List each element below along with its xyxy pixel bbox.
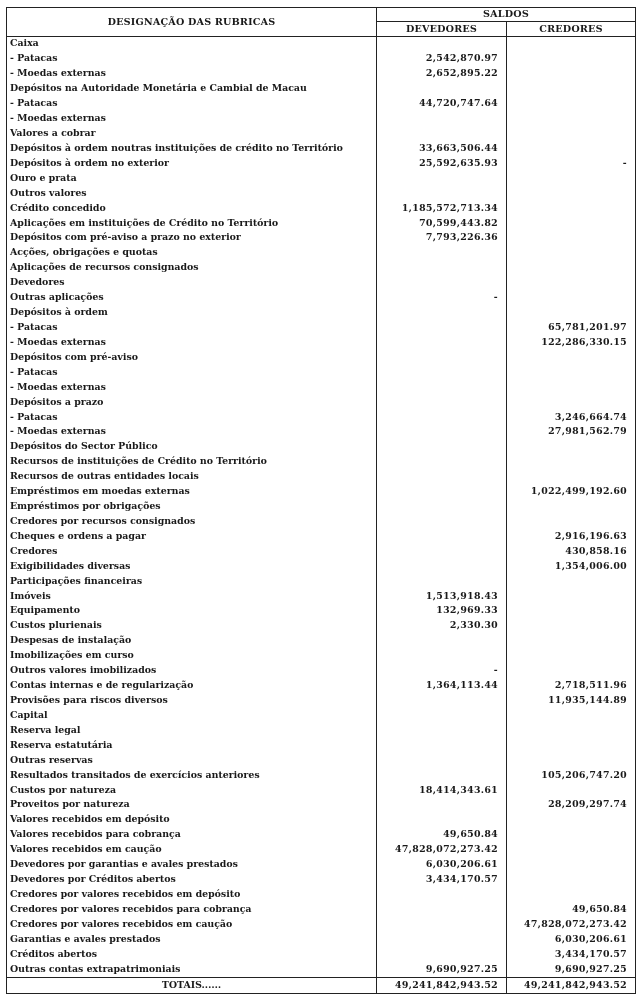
table-row: [7, 798, 636, 813]
row-devedores: 18,414,343.61: [377, 783, 507, 798]
row-devedores: [377, 261, 507, 276]
table-row: [7, 515, 636, 530]
row-label: Depósitos à ordem no exterior: [7, 156, 377, 171]
row-credores: [507, 440, 636, 455]
row-label: Outros valores: [7, 186, 377, 201]
row-credores: 9,690,927.25: [507, 962, 636, 977]
table-row: [7, 380, 636, 395]
row-label: Crédito concedido: [7, 201, 377, 216]
table-row: [7, 261, 636, 276]
totals-row: [7, 978, 636, 994]
table-row: [7, 350, 636, 365]
row-label: - Patacas: [7, 97, 377, 112]
row-devedores: [377, 634, 507, 649]
row-devedores: [377, 798, 507, 813]
row-credores: [507, 216, 636, 231]
row-label: - Moedas externas: [7, 67, 377, 82]
row-credores: [507, 619, 636, 634]
row-devedores: 132,969.33: [377, 604, 507, 619]
row-label: Outras contas extrapatrimoniais: [7, 962, 377, 977]
row-label: Depósitos à ordem: [7, 306, 377, 321]
row-devedores: [377, 544, 507, 559]
saldos-header: SALDOS: [377, 8, 636, 22]
row-label: Credores por valores recebidos em caução: [7, 917, 377, 932]
row-label: Outras reservas: [7, 753, 377, 768]
row-devedores: [377, 753, 507, 768]
totals-devedores: 49,241,842,943.52: [377, 978, 507, 994]
row-credores: 3,246,664.74: [507, 410, 636, 425]
credores-header: CREDORES: [507, 22, 636, 37]
row-credores: 47,828,072,273.42: [507, 917, 636, 932]
row-credores: [507, 500, 636, 515]
row-credores: [507, 604, 636, 619]
row-devedores: [377, 470, 507, 485]
row-credores: [507, 37, 636, 52]
row-devedores: [377, 425, 507, 440]
table-row: [7, 306, 636, 321]
table-row: [7, 291, 636, 306]
table-row: [7, 141, 636, 156]
row-credores: [507, 723, 636, 738]
row-label: Resultados transitados de exercícios anteriores: [7, 768, 377, 783]
devedores-header: DEVEDORES: [377, 22, 507, 37]
row-label: Outras aplicações: [7, 291, 377, 306]
row-label: Recursos de outras entidades locais: [7, 470, 377, 485]
row-credores: [507, 201, 636, 216]
table-row: [7, 410, 636, 425]
row-credores: [507, 291, 636, 306]
table-row: [7, 619, 636, 634]
row-devedores: -: [377, 664, 507, 679]
row-devedores: -: [377, 291, 507, 306]
row-label: Credores por valores recebidos em depósito: [7, 888, 377, 903]
row-devedores: [377, 485, 507, 500]
row-label: Valores recebidos em caução: [7, 843, 377, 858]
row-label: - Moedas externas: [7, 112, 377, 127]
row-credores: [507, 589, 636, 604]
table-row: [7, 112, 636, 127]
row-label: Créditos abertos: [7, 947, 377, 962]
table-row: [7, 574, 636, 589]
row-label: - Moedas externas: [7, 335, 377, 350]
row-devedores: 1,513,918.43: [377, 589, 507, 604]
row-credores: [507, 634, 636, 649]
row-label: Credores: [7, 544, 377, 559]
table-row: [7, 679, 636, 694]
row-label: Credores por recursos consignados: [7, 515, 377, 530]
row-label: Empréstimos por obrigações: [7, 500, 377, 515]
table-row: [7, 753, 636, 768]
row-credores: 105,206,747.20: [507, 768, 636, 783]
row-label: Reserva estatutária: [7, 738, 377, 753]
row-devedores: [377, 171, 507, 186]
row-devedores: [377, 708, 507, 723]
row-credores: [507, 231, 636, 246]
designation-header: DESIGNAÇÃO DAS RUBRICAS: [7, 8, 377, 37]
row-label: Depósitos na Autoridade Monetária e Cambial de Macau: [7, 82, 377, 97]
table-row: [7, 738, 636, 753]
row-devedores: [377, 246, 507, 261]
row-label: Capital: [7, 708, 377, 723]
table-row: [7, 634, 636, 649]
row-label: Valores recebidos para cobrança: [7, 828, 377, 843]
row-label: Imobilizações em curso: [7, 649, 377, 664]
row-devedores: [377, 455, 507, 470]
table-row: [7, 231, 636, 246]
row-credores: [507, 365, 636, 380]
table-row: [7, 37, 636, 52]
row-credores: -: [507, 156, 636, 171]
row-credores: [507, 843, 636, 858]
row-label: Ouro e prata: [7, 171, 377, 186]
row-label: Valores a cobrar: [7, 127, 377, 142]
table-row: [7, 664, 636, 679]
table-row: [7, 813, 636, 828]
row-credores: [507, 112, 636, 127]
table-body: [7, 37, 636, 978]
row-credores: [507, 738, 636, 753]
row-label: Depósitos com pré-aviso: [7, 350, 377, 365]
row-credores: [507, 574, 636, 589]
row-credores: [507, 873, 636, 888]
table-row: [7, 500, 636, 515]
table-row: [7, 873, 636, 888]
row-credores: [507, 708, 636, 723]
table-row: [7, 216, 636, 231]
row-label: Imóveis: [7, 589, 377, 604]
row-label: - Moedas externas: [7, 425, 377, 440]
table-row: [7, 529, 636, 544]
row-devedores: [377, 276, 507, 291]
row-devedores: 7,793,226.36: [377, 231, 507, 246]
row-devedores: [377, 574, 507, 589]
table-row: [7, 425, 636, 440]
row-label: Valores recebidos em depósito: [7, 813, 377, 828]
row-credores: [507, 246, 636, 261]
row-credores: [507, 395, 636, 410]
table-row: [7, 783, 636, 798]
row-devedores: [377, 768, 507, 783]
table-row: [7, 708, 636, 723]
row-credores: [507, 171, 636, 186]
row-label: - Patacas: [7, 321, 377, 336]
table-row: [7, 171, 636, 186]
balance-table: [6, 7, 636, 994]
row-credores: [507, 888, 636, 903]
row-devedores: 9,690,927.25: [377, 962, 507, 977]
row-label: Depósitos a prazo: [7, 395, 377, 410]
row-label: Aplicações em instituições de Crédito no Território: [7, 216, 377, 231]
row-credores: [507, 82, 636, 97]
row-label: Reserva legal: [7, 723, 377, 738]
table-row: [7, 932, 636, 947]
row-credores: [507, 350, 636, 365]
table-row: [7, 544, 636, 559]
row-credores: [507, 67, 636, 82]
table-row: [7, 246, 636, 261]
row-devedores: [377, 738, 507, 753]
row-credores: [507, 783, 636, 798]
row-devedores: [377, 440, 507, 455]
row-label: Devedores: [7, 276, 377, 291]
row-devedores: 1,364,113.44: [377, 679, 507, 694]
row-devedores: [377, 410, 507, 425]
row-devedores: 2,652,895.22: [377, 67, 507, 82]
table-row: [7, 82, 636, 97]
row-credores: [507, 306, 636, 321]
row-credores: 430,858.16: [507, 544, 636, 559]
row-devedores: [377, 694, 507, 709]
row-devedores: [377, 500, 507, 515]
row-credores: 122,286,330.15: [507, 335, 636, 350]
table-row: [7, 276, 636, 291]
row-credores: [507, 649, 636, 664]
row-label: Proveitos por natureza: [7, 798, 377, 813]
table-row: [7, 947, 636, 962]
table-row: [7, 67, 636, 82]
row-label: Credores por valores recebidos para cobrança: [7, 902, 377, 917]
row-devedores: [377, 723, 507, 738]
row-label: Participações financeiras: [7, 574, 377, 589]
table-row: [7, 858, 636, 873]
row-label: Empréstimos em moedas externas: [7, 485, 377, 500]
row-credores: 6,030,206.61: [507, 932, 636, 947]
row-devedores: 6,030,206.61: [377, 858, 507, 873]
table-row: [7, 723, 636, 738]
table-row: [7, 440, 636, 455]
table-row: [7, 335, 636, 350]
row-credores: 65,781,201.97: [507, 321, 636, 336]
row-devedores: [377, 112, 507, 127]
row-credores: 2,718,511.96: [507, 679, 636, 694]
row-devedores: [377, 813, 507, 828]
row-credores: [507, 380, 636, 395]
row-credores: [507, 828, 636, 843]
row-label: Depósitos com pré-aviso a prazo no exterior: [7, 231, 377, 246]
table-row: [7, 485, 636, 500]
row-label: Equipamento: [7, 604, 377, 619]
row-devedores: [377, 335, 507, 350]
row-devedores: [377, 515, 507, 530]
row-devedores: 2,542,870.97: [377, 52, 507, 67]
table-row: [7, 97, 636, 112]
table-row: [7, 843, 636, 858]
row-label: Depósitos do Sector Público: [7, 440, 377, 455]
row-devedores: 47,828,072,273.42: [377, 843, 507, 858]
table-row: [7, 962, 636, 977]
row-devedores: 2,330.30: [377, 619, 507, 634]
row-credores: [507, 52, 636, 67]
row-label: Despesas de instalação: [7, 634, 377, 649]
balance-sheet: [6, 7, 635, 994]
row-credores: 49,650.84: [507, 902, 636, 917]
row-label: Depósitos à ordem noutras instituições de crédito no Território: [7, 141, 377, 156]
row-credores: [507, 515, 636, 530]
row-credores: [507, 813, 636, 828]
table-row: [7, 201, 636, 216]
row-label: Outros valores imobilizados: [7, 664, 377, 679]
table-row: [7, 321, 636, 336]
row-credores: 28,209,297.74: [507, 798, 636, 813]
row-devedores: [377, 932, 507, 947]
row-devedores: [377, 127, 507, 142]
row-label: - Patacas: [7, 365, 377, 380]
row-credores: [507, 127, 636, 142]
row-devedores: 49,650.84: [377, 828, 507, 843]
row-label: Caixa: [7, 37, 377, 52]
row-label: - Moedas externas: [7, 380, 377, 395]
table-row: [7, 156, 636, 171]
row-devedores: [377, 82, 507, 97]
row-label: Devedores por Créditos abertos: [7, 873, 377, 888]
row-label: Garantias e avales prestados: [7, 932, 377, 947]
row-label: Provisões para riscos diversos: [7, 694, 377, 709]
row-label: Custos por natureza: [7, 783, 377, 798]
row-credores: [507, 261, 636, 276]
totals-credores: 49,241,842,943.52: [507, 978, 636, 994]
row-devedores: 70,599,443.82: [377, 216, 507, 231]
table-row: [7, 888, 636, 903]
row-devedores: 1,185,572,713.34: [377, 201, 507, 216]
row-credores: 27,981,562.79: [507, 425, 636, 440]
row-credores: 1,354,006.00: [507, 559, 636, 574]
table-row: [7, 395, 636, 410]
table-row: [7, 559, 636, 574]
row-devedores: 25,592,635.93: [377, 156, 507, 171]
table-row: [7, 455, 636, 470]
row-devedores: 3,434,170.57: [377, 873, 507, 888]
table-row: [7, 828, 636, 843]
row-label: Devedores por garantias e avales prestados: [7, 858, 377, 873]
row-devedores: [377, 917, 507, 932]
table-row: [7, 694, 636, 709]
row-label: Custos plurienais: [7, 619, 377, 634]
row-devedores: [377, 306, 507, 321]
row-devedores: [377, 888, 507, 903]
row-credores: [507, 186, 636, 201]
table-row: [7, 649, 636, 664]
row-devedores: 44,720,747.64: [377, 97, 507, 112]
row-credores: 2,916,196.63: [507, 529, 636, 544]
row-label: Contas internas e de regularização: [7, 679, 377, 694]
row-devedores: [377, 559, 507, 574]
row-credores: [507, 470, 636, 485]
row-devedores: [377, 380, 507, 395]
row-label: Exigibilidades diversas: [7, 559, 377, 574]
row-devedores: [377, 395, 507, 410]
row-label: Acções, obrigações e quotas: [7, 246, 377, 261]
table-row: [7, 917, 636, 932]
row-label: Recursos de instituições de Crédito no Território: [7, 455, 377, 470]
table-row: [7, 902, 636, 917]
row-credores: [507, 276, 636, 291]
table-row: [7, 768, 636, 783]
row-devedores: [377, 365, 507, 380]
row-label: - Patacas: [7, 52, 377, 67]
row-devedores: [377, 529, 507, 544]
row-credores: [507, 753, 636, 768]
row-devedores: [377, 350, 507, 365]
row-credores: [507, 97, 636, 112]
table-row: [7, 470, 636, 485]
totals-label: TOTAIS......: [7, 978, 377, 994]
row-credores: [507, 455, 636, 470]
table-row: [7, 589, 636, 604]
row-devedores: [377, 947, 507, 962]
table-row: [7, 52, 636, 67]
table-row: [7, 365, 636, 380]
row-devedores: [377, 186, 507, 201]
row-label: Cheques e ordens a pagar: [7, 529, 377, 544]
row-credores: 3,434,170.57: [507, 947, 636, 962]
row-devedores: [377, 37, 507, 52]
row-credores: 1,022,499,192.60: [507, 485, 636, 500]
row-credores: [507, 858, 636, 873]
row-devedores: 33,663,506.44: [377, 141, 507, 156]
table-row: [7, 186, 636, 201]
row-credores: [507, 141, 636, 156]
table-row: [7, 127, 636, 142]
row-devedores: [377, 649, 507, 664]
row-label: - Patacas: [7, 410, 377, 425]
row-devedores: [377, 902, 507, 917]
row-label: Aplicações de recursos consignados: [7, 261, 377, 276]
row-credores: [507, 664, 636, 679]
table-row: [7, 604, 636, 619]
row-devedores: [377, 321, 507, 336]
row-credores: 11,935,144.89: [507, 694, 636, 709]
